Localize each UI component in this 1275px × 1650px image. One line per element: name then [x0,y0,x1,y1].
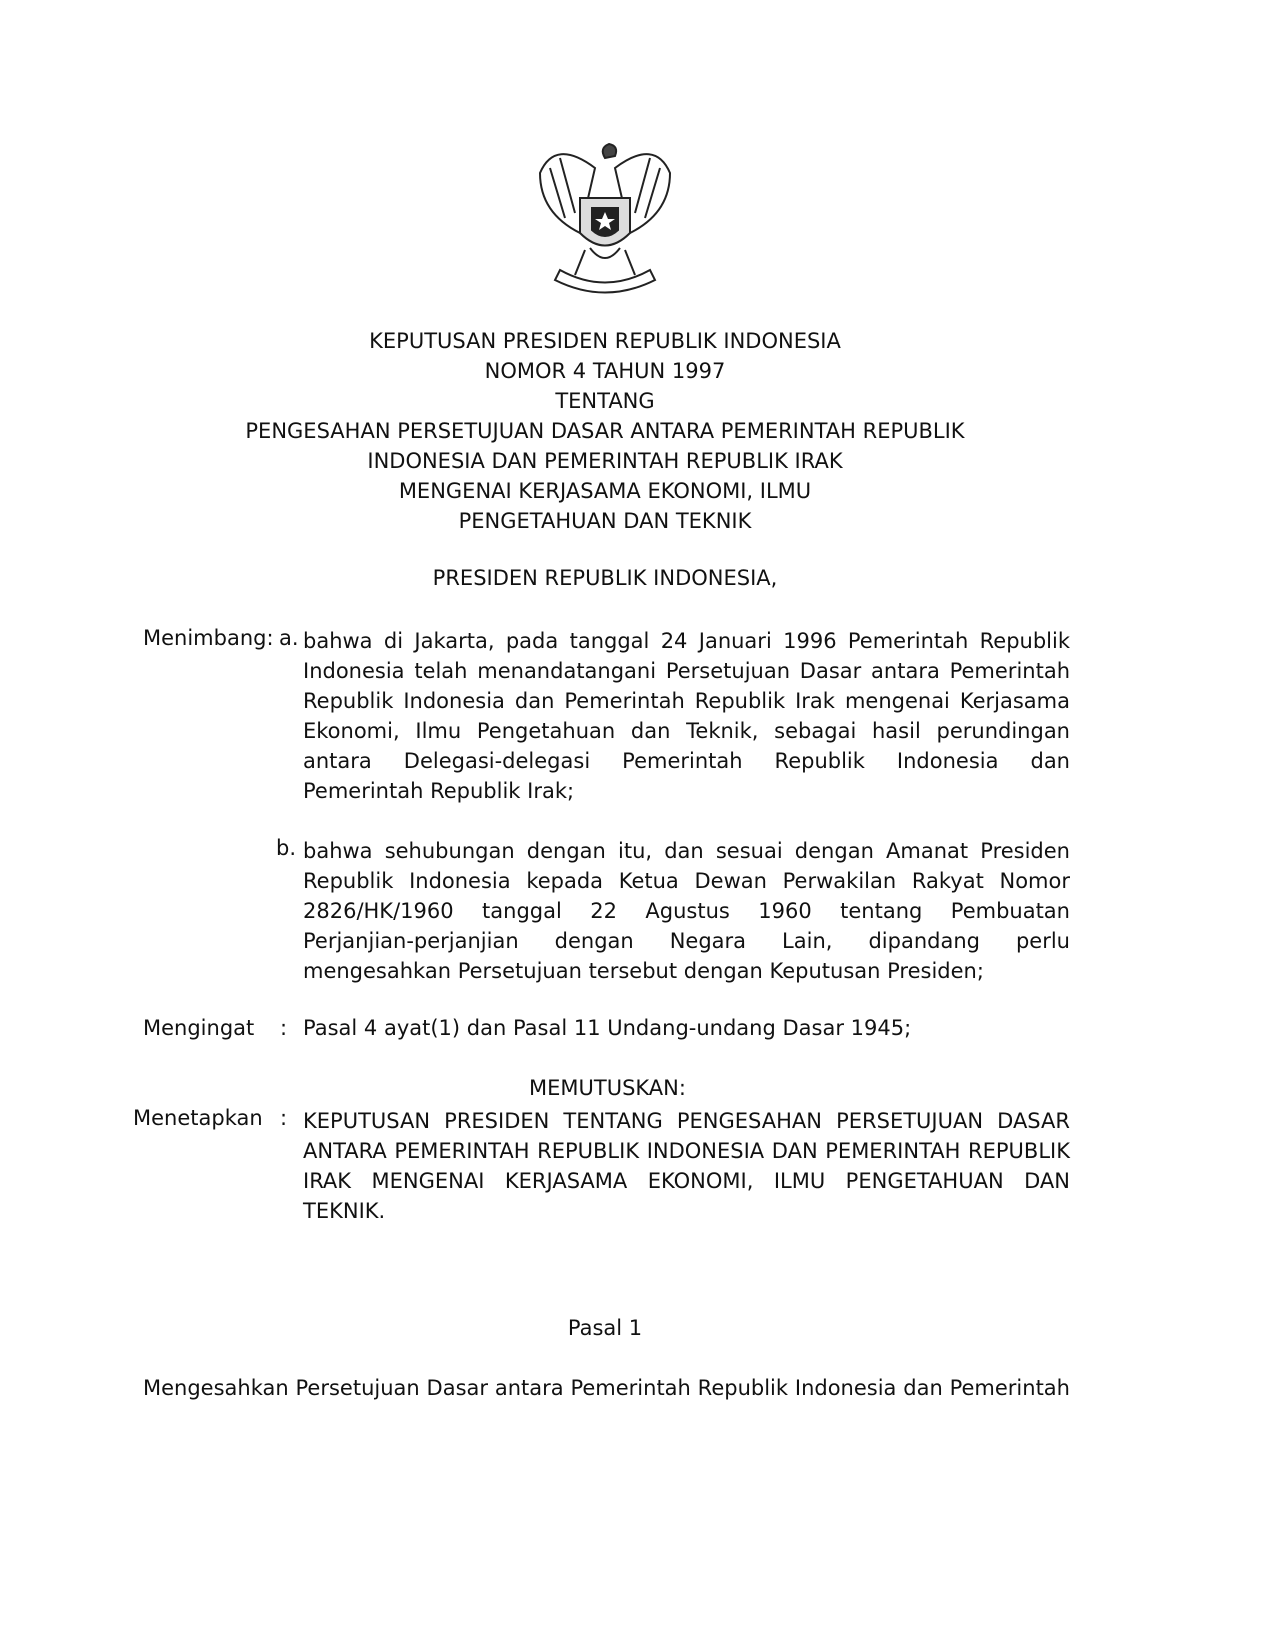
item-marker-b: b. [276,836,297,860]
text-line: 2826/HK/1960 tanggal 22 Agustus 1960 tentang Pembuatan [303,899,1070,923]
pasal-1-heading: Pasal 1 [567,1316,643,1340]
text-line: antara Delegasi-delegasi Pemerintah Republik Indonesia dan [303,749,1070,773]
pasal-1-text: Mengesahkan Persetujuan Dasar antara Pemerintah Republik Indonesia dan Pemerintah [143,1376,1070,1400]
memutuskan-heading: MEMUTUSKAN: [529,1076,686,1100]
text-line: bahwa sehubungan dengan itu, dan sesuai dengan Amanat Presiden [303,839,1070,863]
menimbang-b-text [303,836,1070,986]
title-line: INDONESIA DAN PEMERINTAH REPUBLIK IRAK [367,449,843,473]
text-line: Republik Indonesia kepada Ketua Dewan Perwakilan Rakyat Nomor [303,869,1070,893]
mengingat-text: Pasal 4 ayat(1) dan Pasal 11 Undang-undang Dasar 1945; [303,1016,912,1040]
title-line: MENGENAI KERJASAMA EKONOMI, ILMU [398,479,812,503]
mengingat-label: Mengingat [143,1016,255,1040]
text-line: Ekonomi, Ilmu Pengetahuan dan Teknik, sebagai hasil perundingan [303,719,1070,743]
text-line: ANTARA PEMERINTAH REPUBLIK INDONESIA DAN PEMERINTAH REPUBLIK [303,1139,1070,1163]
president-heading: PRESIDEN REPUBLIK INDONESIA, [432,566,778,590]
title-line: NOMOR 4 TAHUN 1997 [484,359,726,383]
menimbang-a-text [303,626,1070,806]
menimbang-label: Menimbang: [143,626,274,650]
title-line: KEPUTUSAN PRESIDEN REPUBLIK INDONESIA [369,329,841,353]
title-line: PENGETAHUAN DAN TEKNIK [458,509,752,533]
menetapkan-colon: : [280,1106,288,1130]
document-title [0,326,1210,536]
title-line: PENGESAHAN PERSETUJUAN DASAR ANTARA PEMERINTAH REPUBLIK [245,419,965,443]
garuda-emblem-icon [530,138,680,298]
title-line: TENTANG [555,389,655,413]
item-marker-a: a. [279,626,299,650]
text-line: KEPUTUSAN PRESIDEN TENTANG PENGESAHAN PERSETUJUAN DASAR [303,1109,1070,1133]
text-line: Republik Indonesia dan Pemerintah Republik Irak mengenai Kerjasama [303,689,1070,713]
text-line: bahwa di Jakarta, pada tanggal 24 Januari 1996 Pemerintah Republik [303,629,1070,653]
menetapkan-text [303,1106,1070,1226]
menetapkan-label: Menetapkan [133,1106,263,1130]
text-line: IRAK MENGENAI KERJASAMA EKONOMI, ILMU PENGETAHUAN DAN [303,1169,1070,1193]
text-line: Indonesia telah menandatangani Persetujuan Dasar antara Pemerintah [303,659,1070,683]
text-line: mengesahkan Persetujuan tersebut dengan Keputusan Presiden; [303,959,984,983]
mengingat-colon: : [280,1016,288,1040]
text-line: Pemerintah Republik Irak; [303,779,575,803]
text-line: Perjanjian-perjanjian dengan Negara Lain, dipandang perlu [303,929,1070,953]
text-line: TEKNIK. [303,1199,386,1223]
